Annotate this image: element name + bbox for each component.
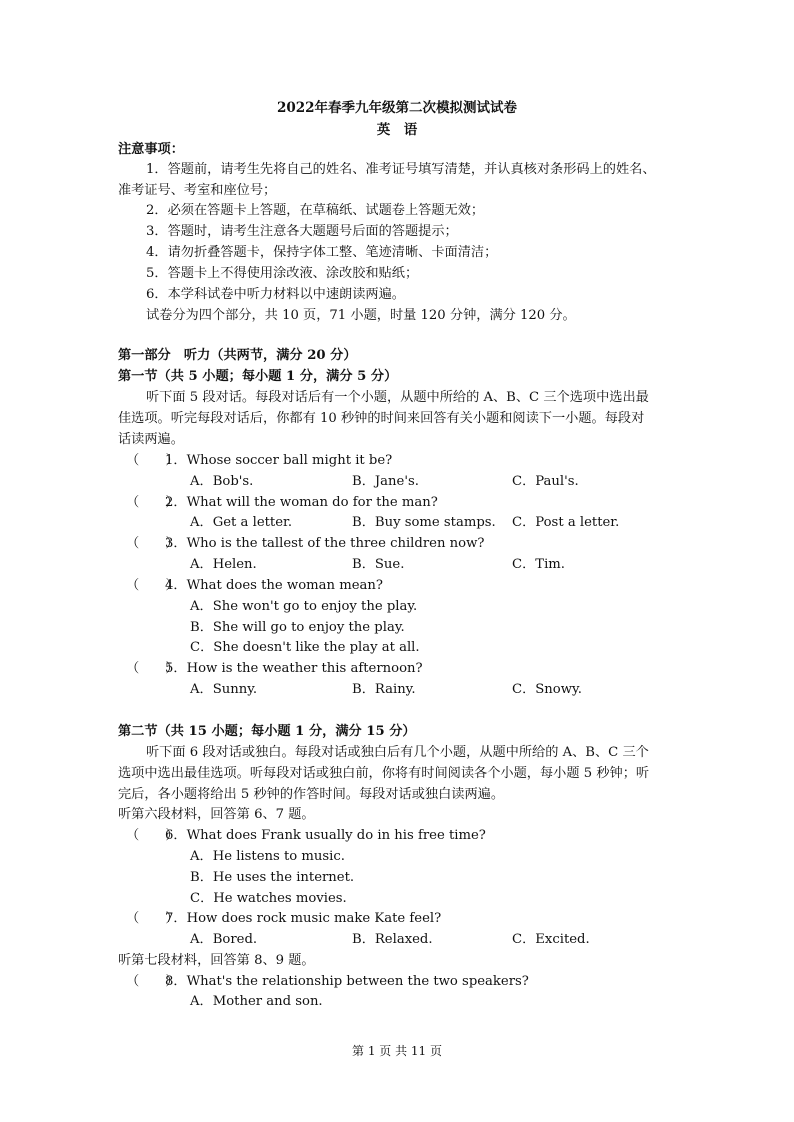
notice-summary: 试卷分为四个部分，共 10 页，71 小题，时量 120 分钟，满分 120 分。 — [146, 308, 576, 323]
question-stem: 3．Who is the tallest of the three children now? — [165, 536, 485, 551]
notice-item: 6．本学科试卷中听力材料以中速朗读两遍。 — [146, 287, 405, 302]
option-c: C．Tim. — [512, 557, 565, 572]
part1-heading: 第一部分 听力（共两节，满分 20 分） — [118, 348, 357, 363]
notice-item: 2．必须在答题卡上答题，在草稿纸、试题卷上答题无效； — [146, 203, 485, 218]
option-c: C．Excited. — [512, 932, 590, 947]
option-a: A．She won't go to enjoy the play. — [190, 599, 418, 614]
option-c: C．Paul's. — [512, 474, 579, 489]
answer-blank: （ ） — [126, 578, 179, 593]
section2-heading: 第二节（共 15 小题；每小题 1 分，满分 15 分） — [118, 724, 416, 739]
notice-item: 1．答题前，请考生先将自己的姓名、准考证号填写清楚，并认真核对条形码上的姓名、 — [146, 162, 656, 177]
question-stem: 8．What's the relationship between the two speakers? — [165, 974, 529, 989]
option-a: A．Helen. — [190, 557, 257, 572]
question-stem: 2．What will the woman do for the man? — [165, 495, 438, 510]
answer-blank: （ ） — [126, 495, 179, 510]
option-b: B．Sue. — [352, 557, 405, 572]
notice-item: 准考证号、考室和座位号； — [118, 183, 277, 198]
option-c: C．Snowy. — [512, 682, 582, 697]
page-number: 第 1 页 共 11 页 — [352, 1044, 442, 1058]
option-a: A．Bored. — [190, 932, 258, 947]
answer-blank: （ ） — [126, 453, 179, 468]
section2-instructions: 完后，各小题将给出 5 秒钟的作答时间。每段对话或独白读两遍。 — [118, 787, 505, 802]
option-a: A．Bob's. — [190, 474, 254, 489]
material-6-label: 听第六段材料，回答第 6、7 题。 — [118, 807, 315, 822]
answer-blank: （ ） — [126, 661, 179, 676]
section1-instructions: 佳选项。听完每段对话后，你都有 10 秒钟的时间来回答有关小题和阅读下一小题。每段对 — [118, 411, 645, 426]
answer-blank: （ ） — [126, 828, 179, 843]
answer-blank: （ ） — [126, 536, 179, 551]
option-a: A．He listens to music. — [190, 849, 345, 864]
option-a: A．Mother and son. — [190, 994, 323, 1009]
question-stem: 1．Whose soccer ball might it be? — [165, 453, 393, 468]
option-b: B．Relaxed. — [352, 932, 433, 947]
question-stem: 6．What does Frank usually do in his free time? — [165, 828, 486, 843]
question-stem: 5．How is the weather this afternoon? — [165, 661, 423, 676]
exam-title: 2022年春季九年级第二次模拟测试试卷 — [276, 100, 518, 116]
notice-item: 3．答题时，请考生注意各大题题号后面的答题提示； — [146, 224, 458, 239]
option-c: C．She doesn't like the play at all. — [190, 640, 420, 655]
option-b: B．Jane's. — [352, 474, 419, 489]
notice-heading: 注意事项： — [118, 142, 184, 157]
notice-item: 5．答题卡上不得使用涂改液、涂改胶和贴纸； — [146, 266, 419, 281]
section1-heading: 第一节（共 5 小题；每小题 1 分，满分 5 分） — [118, 369, 398, 384]
option-b: B．Rainy. — [352, 682, 416, 697]
section1-instructions: 听下面 5 段对话。每段对话后有一个小题，从题中所给的 A、B、C 三个选项中选出最 — [146, 390, 649, 405]
option-b: B．He uses the internet. — [190, 870, 355, 885]
answer-blank: （ ） — [126, 974, 179, 989]
notice-item: 4．请勿折叠答题卡，保持字体工整、笔迹清晰、卡面清洁； — [146, 245, 498, 260]
section2-instructions: 听下面 6 段对话或独白。每段对话或独白后有几个小题，从题中所给的 A、B、C 三个 — [146, 745, 649, 760]
question-stem: 7．How does rock music make Kate feel? — [165, 911, 442, 926]
option-b: B．Buy some stamps. — [352, 515, 496, 530]
section1-instructions: 话读两遍。 — [118, 432, 184, 447]
subject-title: 英 语 — [376, 122, 418, 138]
question-stem: 4．What does the woman mean? — [165, 578, 383, 593]
option-c: C．He watches movies. — [190, 891, 347, 906]
section2-instructions: 选项中选出最佳选项。听每段对话或独白前，你将有时间阅读各个小题，每小题 5 秒钟；听 — [118, 766, 650, 781]
option-a: A．Sunny. — [190, 682, 258, 697]
answer-blank: （ ） — [126, 911, 179, 926]
material-7-label: 听第七段材料，回答第 8、9 题。 — [118, 953, 315, 968]
option-c: C．Post a letter. — [512, 515, 620, 530]
option-b: B．She will go to enjoy the play. — [190, 620, 405, 635]
option-a: A．Get a letter. — [190, 515, 293, 530]
